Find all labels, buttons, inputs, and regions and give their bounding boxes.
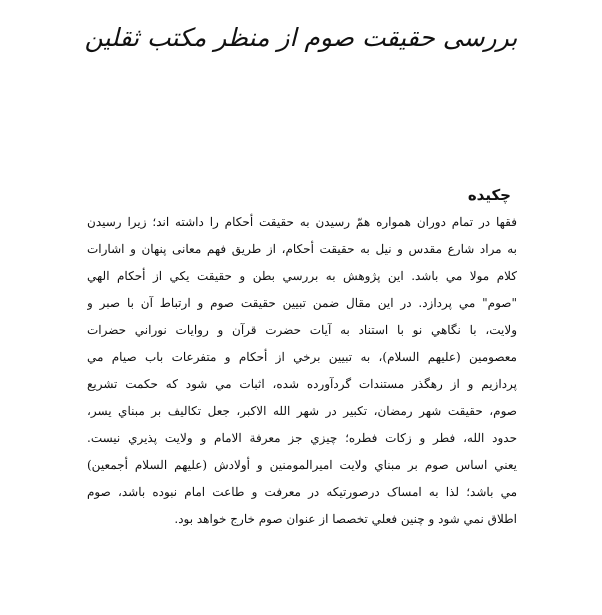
abstract-line: یعني اساس صوم بر مبناي ولایت امیرالمومنین و أولادش (علیهم السلام أجمعین) — [87, 458, 517, 472]
section-heading-abstract: چکیده — [467, 186, 511, 204]
page-title: بررسی حقیقت صوم از منظر مکتب ثقلین — [84, 23, 518, 52]
abstract-line: پردازیم و از رهگذر مستندات گردآورده شده، اثبات مي شود که حکمت تشریع — [87, 377, 517, 391]
abstract-paragraph — [87, 209, 517, 533]
abstract-line: فقها در تمام دوران همواره همّ رسیدن به حقیقت أحکام را داشته اند؛ زیرا رسیدن — [87, 215, 517, 229]
abstract-line: معصومین (علیهم السلام)، به تبیین برخي از أحکام و متفرعات باب صیام مي — [87, 350, 517, 364]
abstract-line: مي باشد؛ لذا به امساک درصورتیکه در معرفت و طاعت امام نبوده باشد، صوم — [87, 485, 517, 499]
abstract-line: کلام مولا مي باشد. این پژوهش به بررسي بطن و حقیقت یکي از أحکام الهي — [87, 269, 517, 283]
abstract-line: "صوم" مي پردازد. در این مقال ضمن تبیین حقیقت صوم و ارتباط آن با صبر و — [87, 296, 517, 310]
abstract-line: حدود الله، فطر و زکات فطره؛ چیزي جز معرفة الامام و ولایت پذیري نیست. — [87, 431, 517, 445]
abstract-line: ولایت، با نگاهي نو با استناد به آیات حضرت قرآن و روایات نوراني حضرات — [87, 323, 517, 337]
abstract-line: اطلاق نمي شود و چنین فعلي تخصصا از عنوان صوم خارج خواهد بود. — [174, 512, 517, 526]
abstract-line: به مراد شارع مقدس و نیل به حقیقت أحکام، از طریق فهم معانی پنهان و اشارات — [87, 242, 517, 256]
abstract-line: صوم، حقیقت شهر رمضان، تکبیر در شهر الله الاکبر، جعل تکالیف بر مبناي یسر، — [87, 404, 517, 418]
